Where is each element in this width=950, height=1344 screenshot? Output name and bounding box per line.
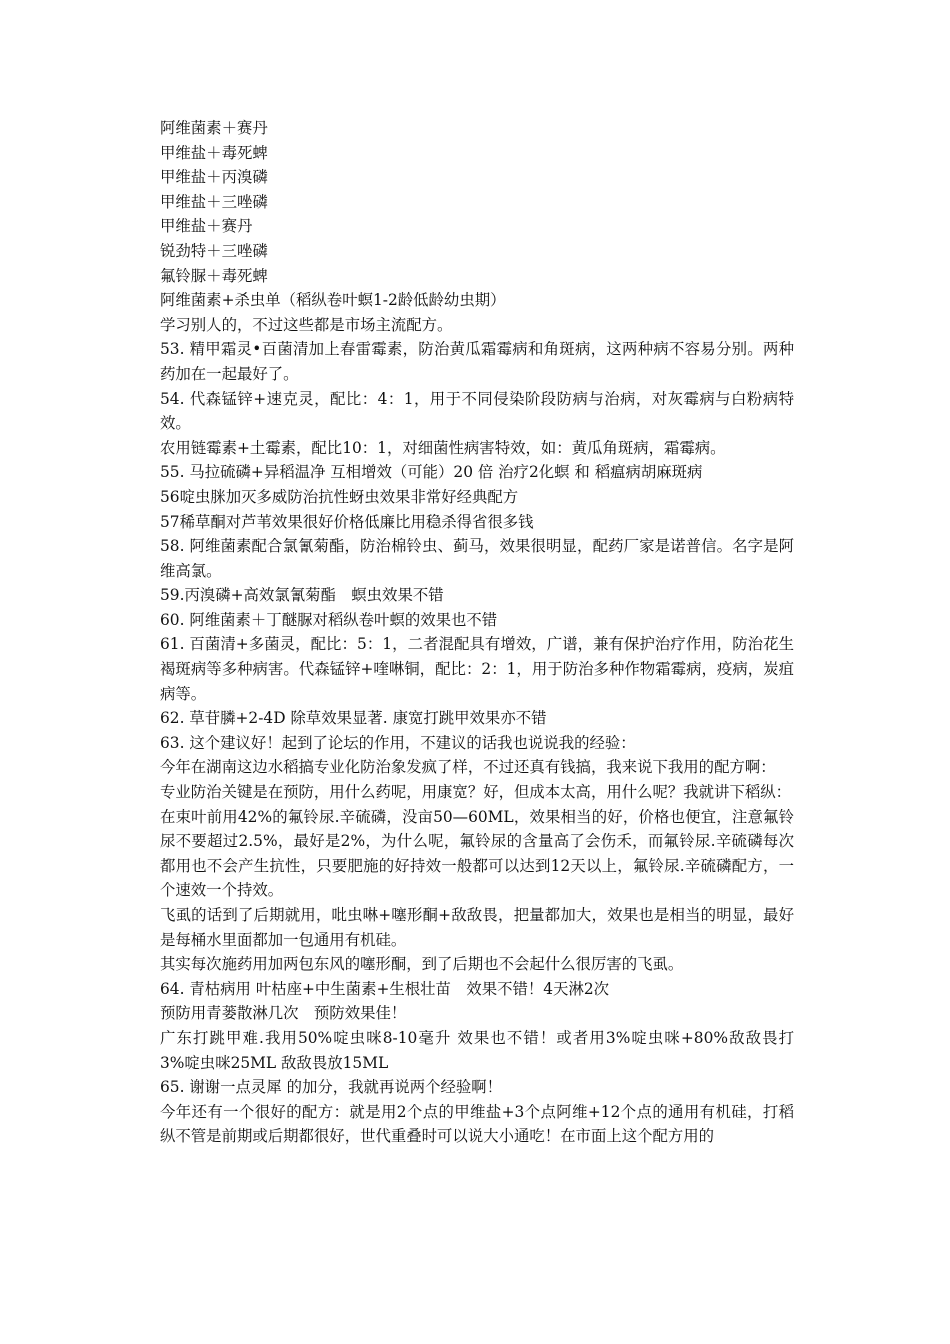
item-58: 58. 阿维菌素配合氯氰菊酯，防治棉铃虫、蓟马，效果很明显，配药厂家是诺普信。名字是阿维高氯。	[160, 537, 794, 580]
item-60: 60. 阿维菌素＋丁醚脲对稻纵卷叶螟的效果也不错	[160, 610, 498, 629]
text-paragraph: 专业防治关键是在预防，用什么药呢，用康宽？好，但成本太高，用什么呢？我就讲下稻纵：	[160, 783, 792, 802]
text-paragraph: 在束叶前用42%的氟铃尿.辛硫磷，没亩50—60ML，效果相当的好，价格也便宜，注意氟铃尿不要超过2.5%，最好是2%，为什么呢，氟铃尿的含量高了会伤禾，而氟铃尿.辛硫磷每次都用也不会产生抗性，只要肥施的好持效一般都可以达到12天以上，氟铃尿.辛硫磷配方，一个速效一个持效。	[160, 807, 794, 900]
text-line: 阿维菌素＋赛丹	[160, 119, 268, 137]
item-53: 53. 精甲霜灵•百菌清加上春雷霉素，防治黄瓜霜霉病和角斑病，这两种病不容易分别。两种药加在一起最好了。	[160, 340, 794, 383]
item-65: 65. 谢谢一点灵犀 的加分，我就再说两个经验啊！	[160, 1078, 503, 1097]
document-page	[160, 116, 810, 1149]
item-54: 54. 代森锰锌+速克灵，配比：4：1，用于不同侵染阶段防病与治病，对灰霉病与白粉病特效。	[160, 389, 794, 433]
item-62: 62. 草苷膦+2-4D 除草效果显著. 康宽打跳甲效果亦不错	[160, 709, 547, 728]
text-line: 甲维盐＋赛丹	[160, 217, 253, 236]
text-line: 锐劲特＋三唑磷	[160, 241, 268, 260]
item-55: 55. 马拉硫磷+异稻温净 互相增效（可能）20 倍 治疗2化螟 和 稻瘟病胡麻斑病	[160, 463, 703, 482]
item-64: 64. 青枯病用 叶枯座+中生菌素+生根壮苗 效果不错！4天淋2次	[160, 979, 610, 998]
text-line: 氟铃脲＋毒死蜱	[160, 266, 268, 285]
text-line: 甲维盐＋丙溴磷	[160, 168, 268, 187]
text-paragraph: 今年在湖南这边水稻搞专业化防治象发疯了样，不过还真有钱搞，我来说下我用的配方啊：	[160, 758, 776, 777]
item-61: 61. 百菌清+多菌灵，配比：5：1，二者混配具有增效，广谱，兼有保护治疗作用，防治花生褐斑病等多种病害。代森锰锌+喹啉铜，配比：2：1，用于防治多种作物霜霉病，疫病，炭疽病等。	[160, 635, 794, 703]
text-line: 甲维盐＋三唑磷	[160, 192, 268, 211]
item-57: 57稀草酮对芦苇效果很好价格低廉比用稳杀得省很多钱	[160, 512, 534, 531]
text-line: 甲维盐＋毒死蜱	[160, 143, 268, 162]
text-paragraph: 广东打跳甲难.我用50%啶虫咪8-10毫升 效果也不错！或者用3%啶虫咪+80%敌敌畏打 3%啶虫咪25ML 敌敌畏放15ML	[160, 1028, 810, 1072]
text-line: 预防用青蒌散淋几次 预防效果佳！	[160, 1004, 407, 1023]
item-56: 56啶虫脒加灭多威防治抗性蚜虫效果非常好经典配方	[160, 487, 519, 506]
item-59: 59.丙溴磷+高效氯氰菊酯 螟虫效果不错	[160, 586, 444, 605]
text-paragraph: 农用链霉素+土霉素，配比10：1，对细菌性病害特效，如：黄瓜角斑病，霜霉病。	[160, 438, 726, 457]
item-63: 63. 这个建议好！起到了论坛的作用，不建议的话我也说说我的经验：	[160, 733, 636, 752]
text-paragraph: 今年还有一个很好的配方：就是用2个点的甲维盐+3个点阿维+12个点的通用有机硅，打稻纵不管是前期或后期都很好，世代重叠时可以说大小通吃！在市面上这个配方用的	[160, 1102, 794, 1146]
text-line: 阿维菌素+杀虫单（稻纵卷叶螟1-2龄低龄幼虫期）	[160, 291, 506, 310]
text-paragraph: 飞虱的话到了后期就用，吡虫啉+噻形酮+敌敌畏，把量都加大，效果也是相当的明显，最好是每桶水里面都加一包通用有机硅。	[160, 906, 794, 949]
text-line: 学习别人的，不过这些都是市场主流配方。	[160, 315, 453, 334]
text-paragraph: 其实每次施药用加两包东风的噻形酮，到了后期也不会起什么很厉害的飞虱。	[160, 955, 684, 974]
